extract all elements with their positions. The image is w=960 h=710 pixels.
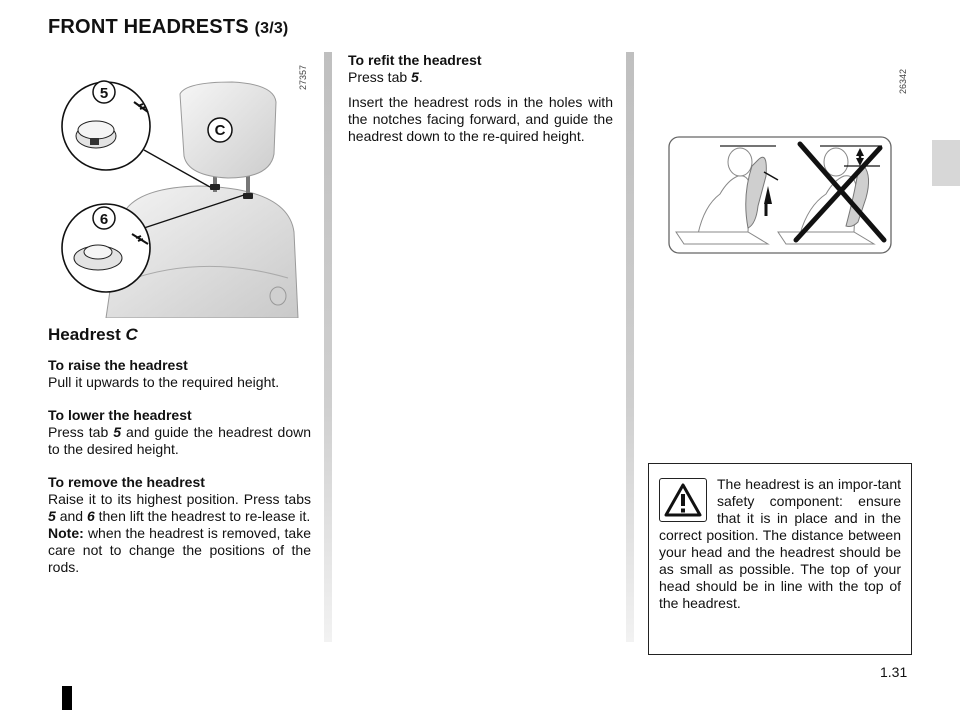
label-6: 6 — [99, 211, 109, 228]
corner-mark — [62, 686, 72, 710]
remove-text: Raise it to its highest position. Press tabs 5 and 6 then lift the headrest to re-lease it. — [48, 491, 311, 524]
tab-6-on-seat — [243, 193, 253, 199]
remove-heading: To remove the headrest — [48, 474, 205, 490]
left-column-text — [48, 357, 311, 576]
refit-heading: To refit the headrest — [348, 52, 482, 68]
figure-ref-posture: 26342 — [898, 68, 908, 94]
label-5: 5 — [99, 85, 109, 102]
raise-heading: To raise the headrest — [48, 357, 188, 373]
label-c: C — [214, 122, 226, 139]
page-number: 1.31 — [880, 664, 908, 680]
chapter-tab — [932, 140, 960, 186]
tab-5-on-seat — [210, 184, 220, 190]
middle-column-text — [348, 52, 613, 145]
note-text: Note: when the headrest is removed, take care not to change the positions of the rods. — [48, 525, 312, 575]
headrest-seat-illustration — [48, 52, 314, 318]
refit-press-text: Press tab 5. — [348, 69, 423, 85]
raise-text: Pull it upwards to the required height. — [48, 374, 280, 390]
warning-triangle-icon — [659, 478, 707, 522]
page-title-part: (3/3) — [254, 20, 289, 37]
seat-knob — [270, 287, 286, 305]
lower-heading: To lower the headrest — [48, 407, 192, 423]
page-title — [48, 16, 288, 39]
column-divider-left — [324, 52, 332, 642]
lower-text: Press tab 5 and guide the headrest down to the desired height. — [48, 424, 312, 457]
column-divider-right — [626, 52, 634, 642]
headrest-posture-illustration — [668, 136, 892, 254]
page-title-main: FRONT HEADRESTS — [48, 16, 249, 38]
warning-text: The headrest is an impor-tant safety component: ensure that it is in place and in the correct position. The distance between your head and the headrest should be as small as possible. The top of your head should be in line with the top of the headrest. — [659, 476, 901, 611]
figure-ref-seat: 27357 — [298, 64, 308, 90]
headrest-heading: Headrest C — [48, 325, 138, 344]
safety-warning-box — [648, 463, 912, 655]
refit-text: Insert the headrest rods in the holes with the notches facing forward, and guide the headrest down to the re-quired height. — [348, 94, 613, 144]
